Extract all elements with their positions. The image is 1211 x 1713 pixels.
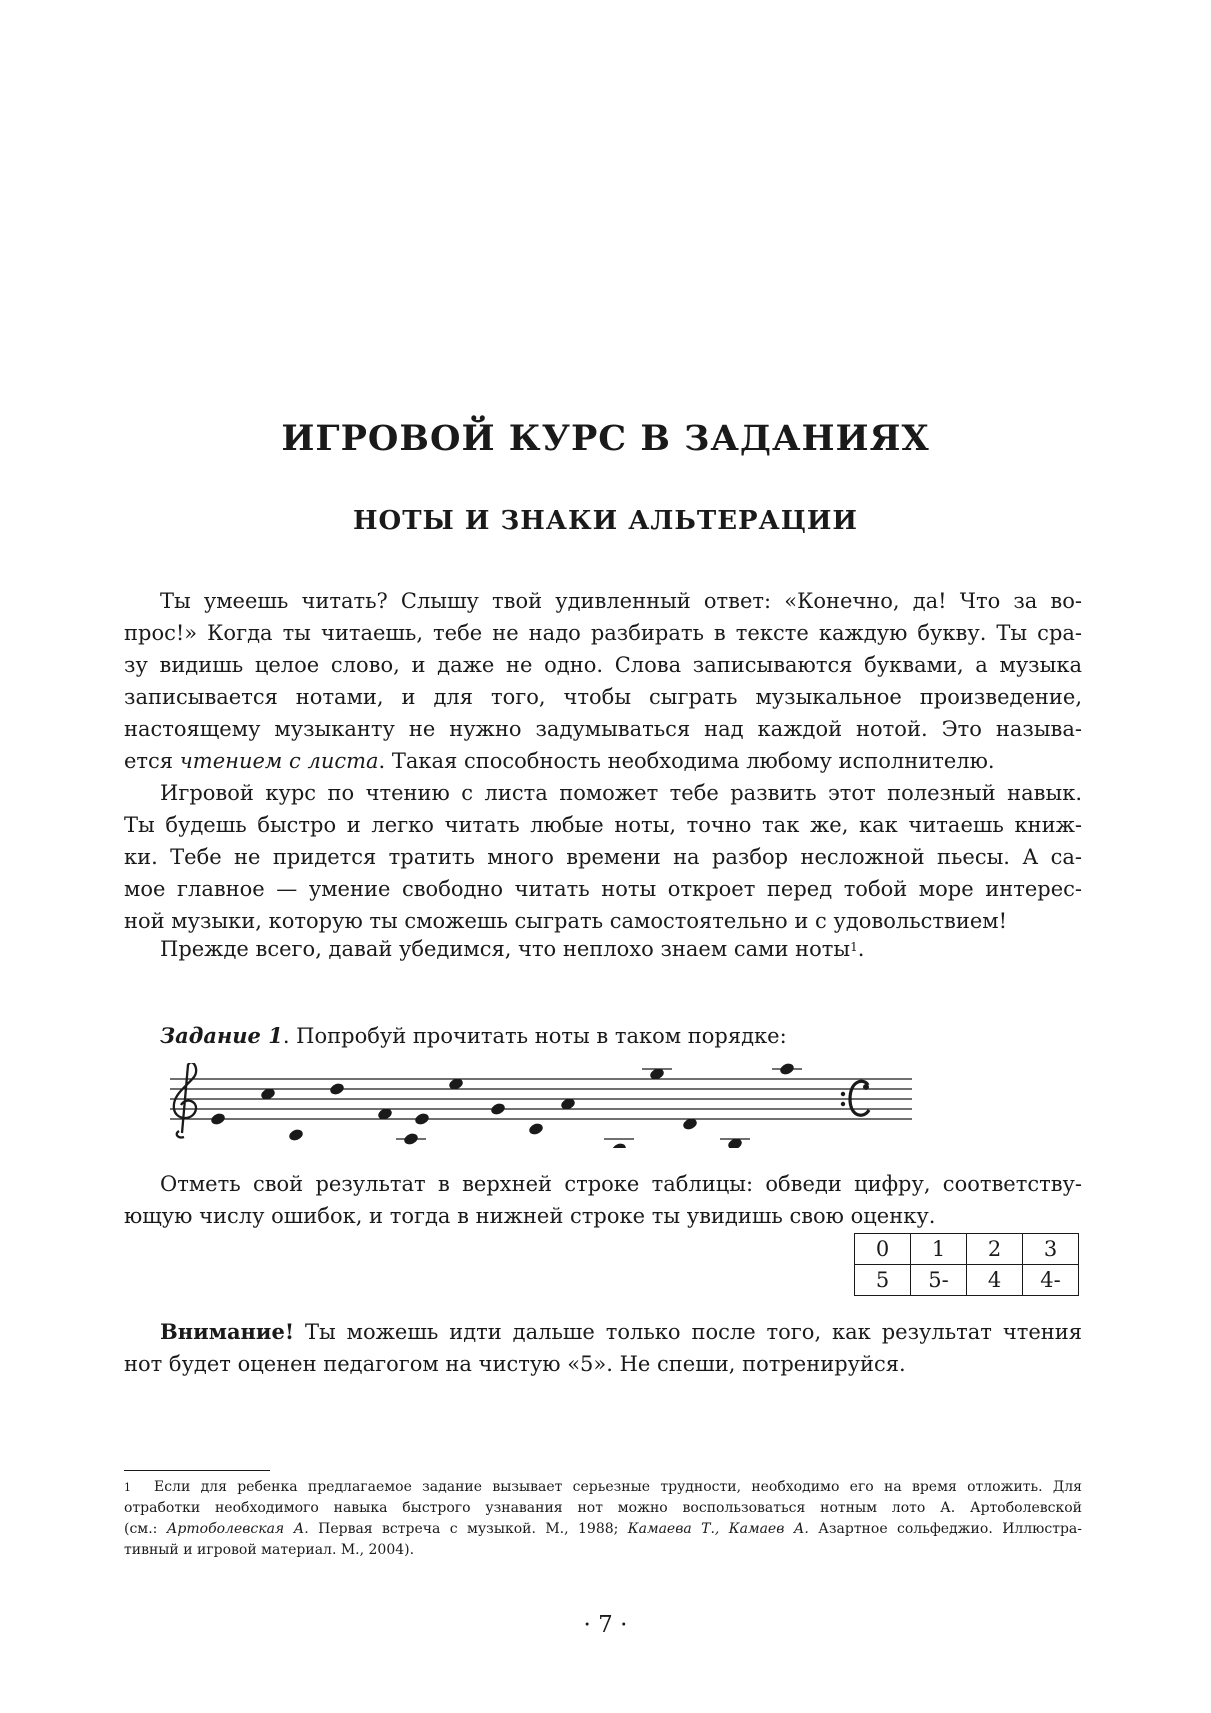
text-line: отработки необходимого навыка быстрого узнавания нот можно воспользоваться нотным лото А. Артоболевской	[124, 1500, 1082, 1516]
attention-label: Внимание!	[160, 1319, 295, 1344]
task-label: Задание 1	[160, 1023, 283, 1048]
common-time-icon	[841, 1081, 869, 1115]
errors-cell: 0	[855, 1234, 911, 1265]
score-table	[854, 1233, 1079, 1296]
text-line: ной музыки, которую ты сможешь сыграть самостоятельно и с удовольствием!	[124, 909, 1008, 933]
grade-cell: 5	[855, 1265, 911, 1296]
text-line: 1 Если для ребенка предлагаемое задание вызывает серьезные трудности, необходимо его на время отложить. Для	[124, 1477, 1082, 1498]
page-number: · 7 ·	[583, 1612, 628, 1638]
text-line: ющую числу ошибок, и тогда в нижней строке ты увидишь свою оценку.	[124, 1204, 936, 1228]
note	[288, 1128, 305, 1143]
text-line: (см.: Артоболевская А. Первая встреча с музыкой. М., 1988; Камаева Т., Камаев А. Азартное сольфеджио. Иллюстра-	[124, 1521, 1083, 1537]
footnote	[124, 1477, 1082, 1561]
intro-paragraph-1	[124, 585, 1082, 777]
grades-row	[855, 1265, 1079, 1296]
note	[779, 1063, 796, 1076]
errors-cell: 3	[1023, 1234, 1079, 1265]
text-line: ки. Тебе не придется тратить много времени на разбор несложной пьесы. А са-	[124, 845, 1082, 869]
grade-cell: 4	[967, 1265, 1023, 1296]
text-line: Ты умеешь читать? Слышу твой удивленный ответ: «Конечно, да! Что за во-	[160, 589, 1082, 613]
note	[329, 1082, 346, 1097]
errors-cell: 2	[967, 1234, 1023, 1265]
page-title: ИГРОВОЙ КУРС В ЗАДАНИЯХ	[281, 418, 930, 459]
music-staff	[160, 1063, 915, 1148]
footnote-mark: 1	[124, 1481, 131, 1494]
note	[490, 1102, 507, 1117]
text-line: Отметь свой результат в верхней строке таблицы: обведи цифру, соответству-	[160, 1172, 1082, 1196]
staff-lines	[170, 1079, 912, 1119]
errors-row	[855, 1234, 1079, 1265]
italic-term: чтением с листа	[179, 749, 379, 773]
intro-paragraph-2	[124, 777, 1082, 937]
treble-clef-icon	[174, 1063, 196, 1137]
footnote-separator	[124, 1470, 270, 1471]
note	[611, 1142, 628, 1148]
text-line: Ты будешь быстро и легко читать любые ноты, точно так же, как читаешь книж-	[124, 813, 1082, 837]
notes	[210, 1063, 802, 1148]
errors-cell: 1	[911, 1234, 967, 1265]
note	[528, 1122, 545, 1137]
text-line: прос!» Когда ты читаешь, тебе не надо разбирать в тексте каждую букву. Ты сра-	[124, 621, 1082, 645]
text-line: записывается нотами, и для того, чтобы сыграть музыкальное произведение,	[124, 685, 1082, 709]
text-line: нот будет оценен педагогом на чистую «5». Не спеши, потренируйся.	[124, 1352, 906, 1376]
note	[403, 1132, 420, 1147]
intro-paragraph-3	[124, 933, 1082, 965]
footnote-ref: 1	[850, 940, 858, 954]
note	[210, 1112, 227, 1127]
grade-cell: 4-	[1023, 1265, 1079, 1296]
grade-cell: 5-	[911, 1265, 967, 1296]
text-line: тивный и игровой материал. М., 2004).	[124, 1542, 415, 1558]
attention-paragraph	[124, 1316, 1082, 1380]
text-line: ется чтением с листа. Такая способность необходима любому исполнителю.	[124, 749, 995, 773]
text-line: настоящему музыканту не нужно задумываться над каждой нотой. Это называ-	[124, 717, 1082, 741]
text-line: зу видишь целое слово, и даже не одно. Слова записываются буквами, а музыка	[124, 653, 1082, 677]
note	[414, 1112, 431, 1127]
text-line: Игровой курс по чтению с листа поможет тебе развить этот полезный навык.	[160, 781, 1082, 805]
section-title: НОТЫ И ЗНАКИ АЛЬТЕРАЦИИ	[352, 506, 858, 536]
text-line: мое главное — умение свободно читать ноты откроет перед тобой море интерес-	[124, 877, 1082, 901]
text-line: Прежде всего, давай убедимся, что неплохо знаем сами ноты$^1$.	[160, 937, 865, 961]
text-line: Внимание! Ты можешь идти дальше только после того, как результат чтения	[160, 1319, 1082, 1344]
task-1: Задание 1. Попробуй прочитать ноты в таком порядке:	[160, 1023, 787, 1048]
result-paragraph	[124, 1168, 1082, 1232]
